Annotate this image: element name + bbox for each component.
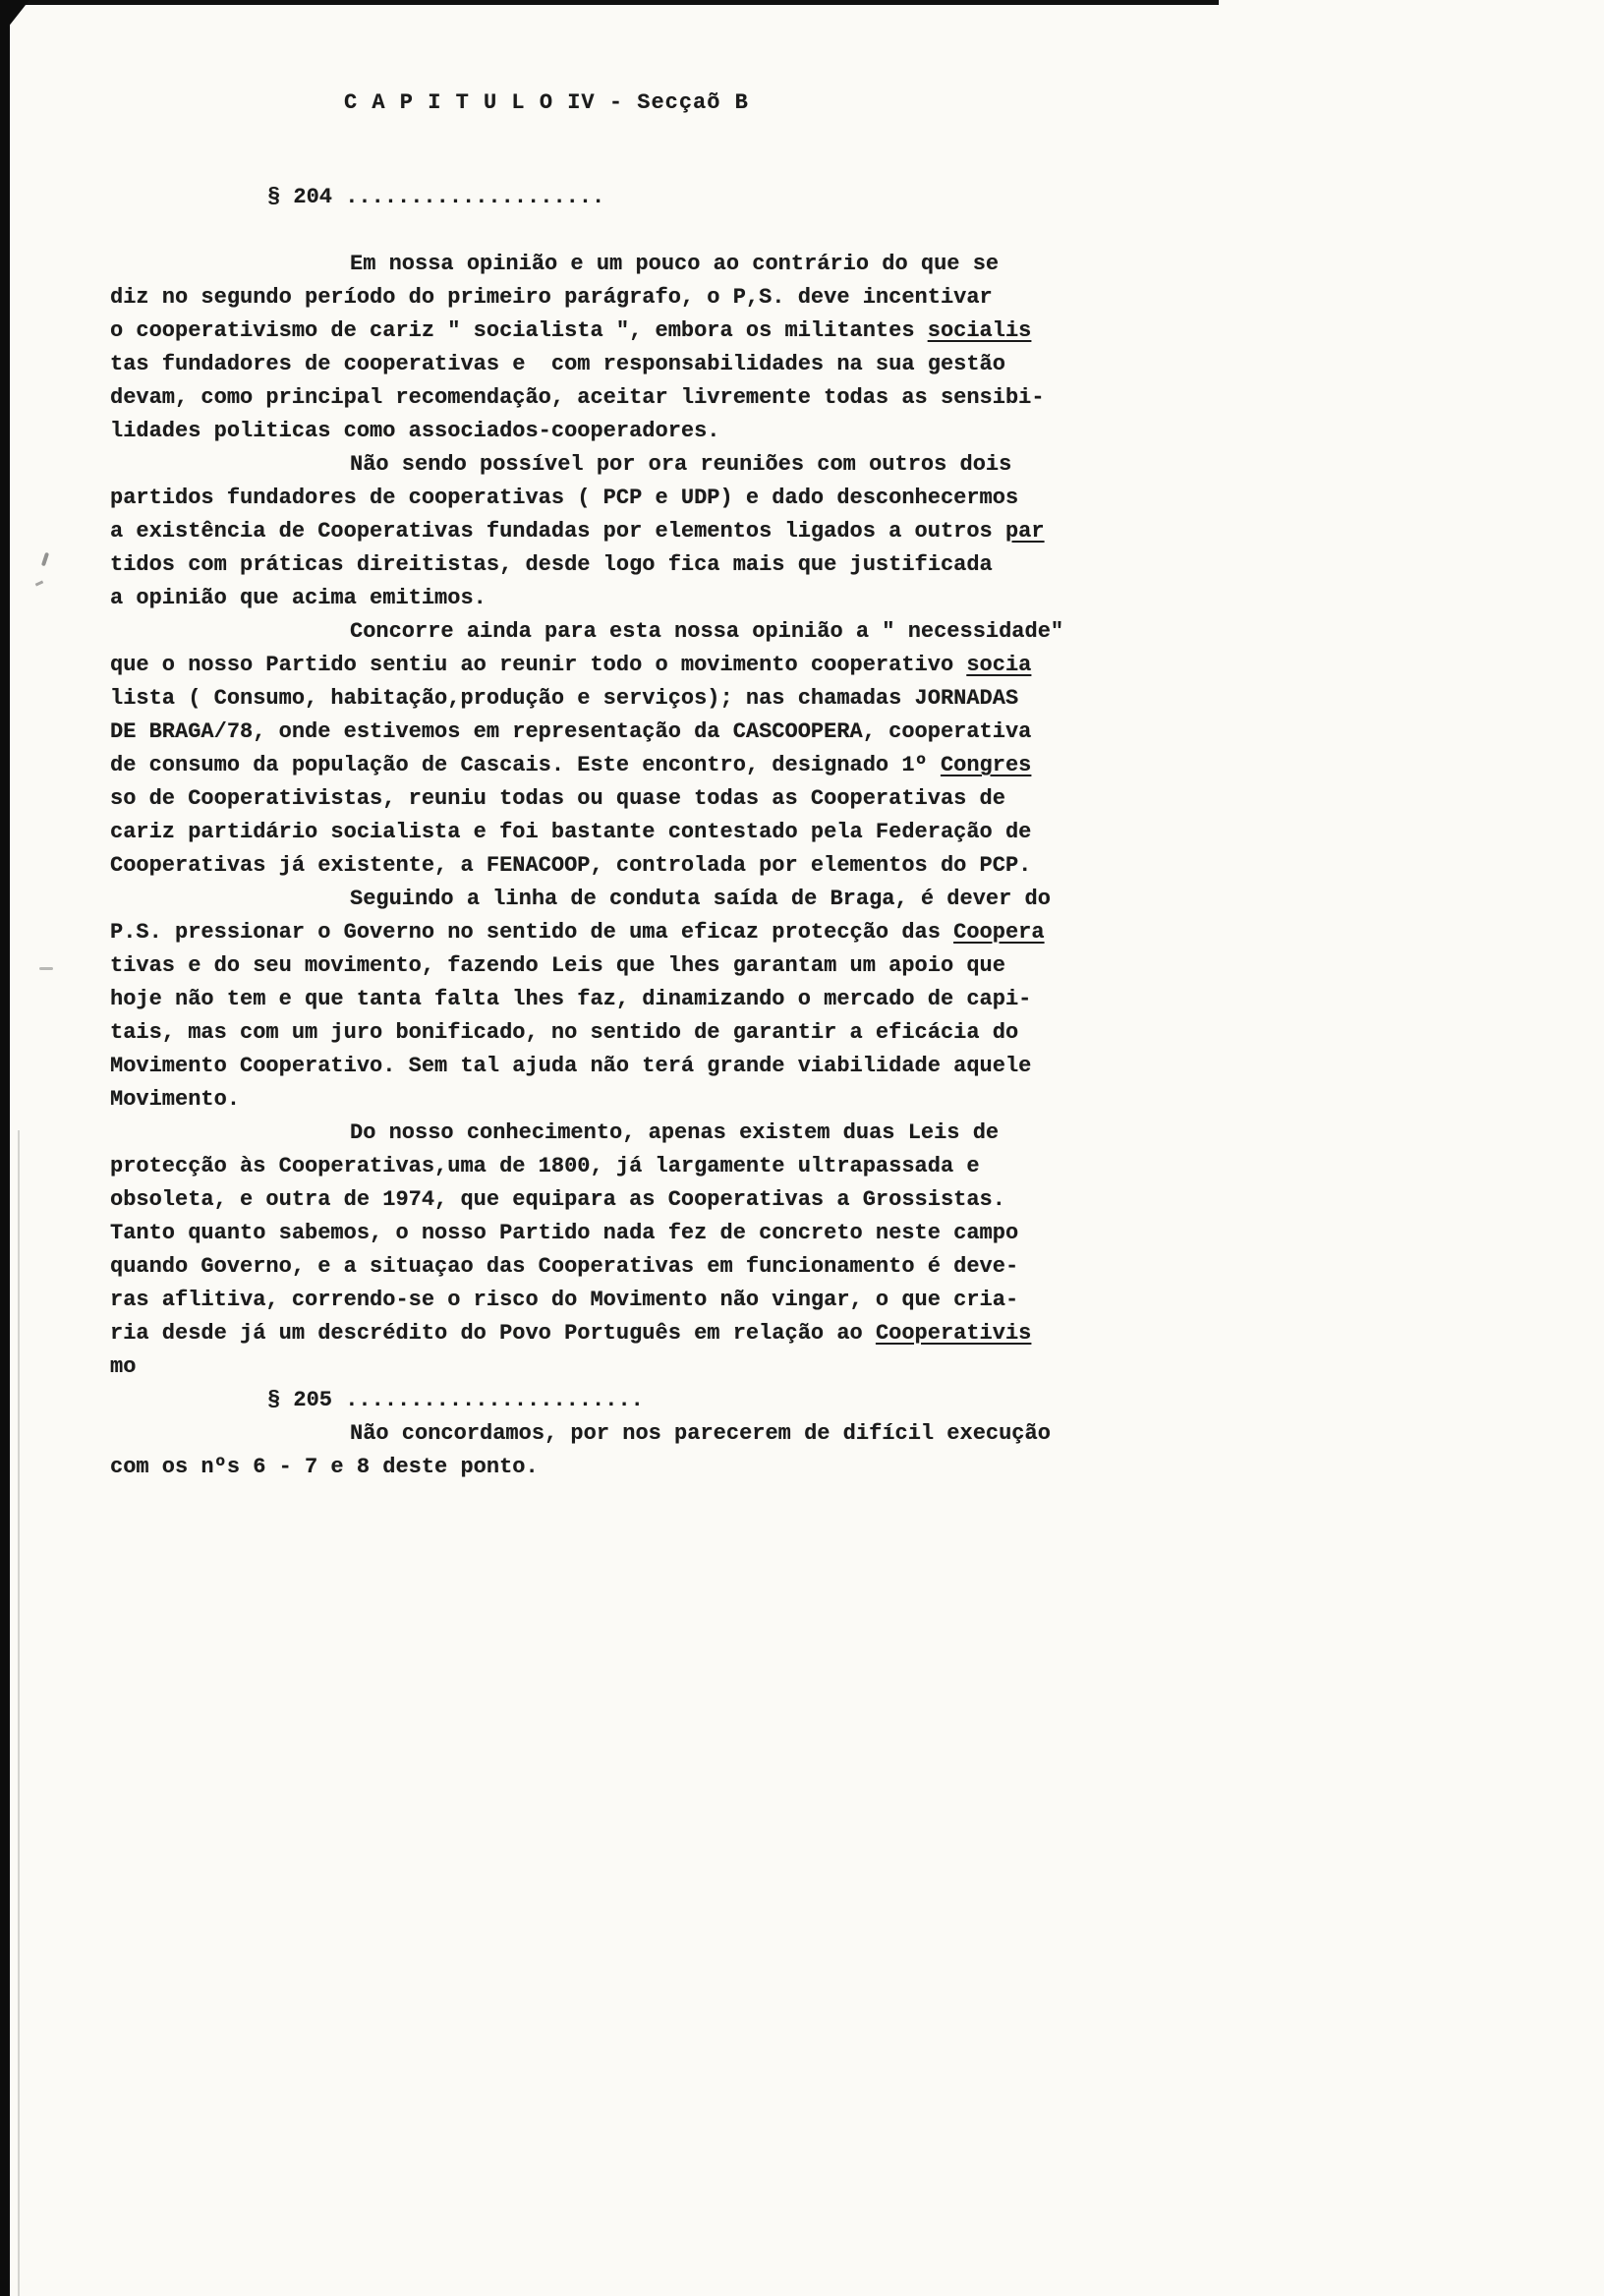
text-line: devam, como principal recomendação, aceitar livremente todas as sensibi- <box>110 385 1045 410</box>
text-line: Tanto quanto sabemos, o nosso Partido nada fez de concreto neste campo <box>110 1221 1019 1245</box>
text-line: ria desde já um descrédito do Povo Português em relação ao Cooperativis <box>110 1321 1032 1346</box>
text-line: Movimento Cooperativo. Sem tal ajuda não terá grande viabilidade aquele <box>110 1054 1032 1078</box>
text-line: Cooperativas já existente, a FENACOOP, controlada por elementos do PCP. <box>110 853 1032 878</box>
underlined-word: socialis <box>927 318 1032 343</box>
text-line: protecção às Cooperativas,uma de 1800, já largamente ultrapassada e <box>110 1154 980 1178</box>
underlined-word: Cooperativis <box>875 1321 1032 1346</box>
text-line: Não sendo possível por ora reuniões com outros dois <box>350 452 1012 477</box>
underlined-word: socia <box>966 653 1032 677</box>
section-heading: § 205 ....................... <box>267 1388 644 1412</box>
text-line: a opinião que acima emitimos. <box>110 586 487 610</box>
text-line: quando Governo, e a situaçao das Cooperativas em funcionamento é deve- <box>110 1254 1019 1279</box>
text-line: que o nosso Partido sentiu ao reunir todo o movimento cooperativo socia <box>110 653 1032 677</box>
text-line: ras aflitiva, correndo-se o risco do Movimento não vingar, o que cria- <box>110 1288 1019 1312</box>
text-line: lista ( Consumo, habitação,produção e serviços); nas chamadas JORNADAS <box>110 686 1019 711</box>
text-line: o cooperativismo de cariz " socialista ", embora os militantes socialis <box>110 318 1032 343</box>
text-line: Seguindo a linha de conduta saída de Braga, é dever do <box>350 887 1051 911</box>
text-line: tas fundadores de cooperativas e com responsabilidades na sua gestão <box>110 352 1005 376</box>
text-line: a existência de Cooperativas fundadas por elementos ligados a outros par <box>110 519 1045 544</box>
text-line: mo <box>110 1354 137 1379</box>
text-line: P.S. pressionar o Governo no sentido de uma eficaz protecção das Coopera <box>110 920 1045 945</box>
text-line: cariz partidário socialista e foi bastante contestado pela Federação de <box>110 820 1032 844</box>
underlined-word: Congres <box>940 753 1032 777</box>
text-line: diz no segundo período do primeiro parágrafo, o P,S. deve incentivar <box>110 285 993 310</box>
text-line: de consumo da população de Cascais. Este encontro, designado 1º Congres <box>110 753 1032 777</box>
text-line: Movimento. <box>110 1087 241 1112</box>
text-line: Em nossa opinião e um pouco ao contrário do que se <box>350 252 1000 276</box>
text-line: obsoleta, e outra de 1974, que equipara as Cooperativas a Grossistas. <box>110 1187 1005 1212</box>
text-line: lidades politicas como associados-cooperadores. <box>110 419 720 443</box>
section-heading: § 204 .................... <box>267 185 605 209</box>
text-line: Do nosso conhecimento, apenas existem duas Leis de <box>350 1120 1000 1145</box>
text-line: Concorre ainda para esta nossa opinião a " necessidade" <box>350 619 1064 644</box>
text-line: com os nºs 6 - 7 e 8 deste ponto. <box>110 1455 539 1479</box>
underlined-word: Coopera <box>953 920 1045 945</box>
underlined-word: par <box>1004 519 1045 544</box>
text-line: so de Cooperativistas, reuniu todas ou quase todas as Cooperativas de <box>110 786 1005 811</box>
text-line: tivas e do seu movimento, fazendo Leis que lhes garantam um apoio que <box>110 953 1005 978</box>
document-body <box>110 181 1541 1484</box>
text-line: partidos fundadores de cooperativas ( PCP e UDP) e dado desconhecermos <box>110 486 1019 510</box>
text-line: tais, mas com um juro bonificado, no sentido de garantir a eficácia do <box>110 1020 1019 1045</box>
text-line: DE BRAGA/78, onde estivemos em representação da CASCOOPERA, cooperativa <box>110 719 1032 744</box>
text-line: tidos com práticas direitistas, desde logo fica mais que justificada <box>110 552 993 577</box>
document-title: C A P I T U L O IV - Secçaõ B <box>344 90 749 115</box>
text-line: hoje não tem e que tanta falta lhes faz, dinamizando o mercado de capi- <box>110 987 1032 1011</box>
text-line: Não concordamos, por nos parecerem de difícil execução <box>350 1421 1051 1446</box>
